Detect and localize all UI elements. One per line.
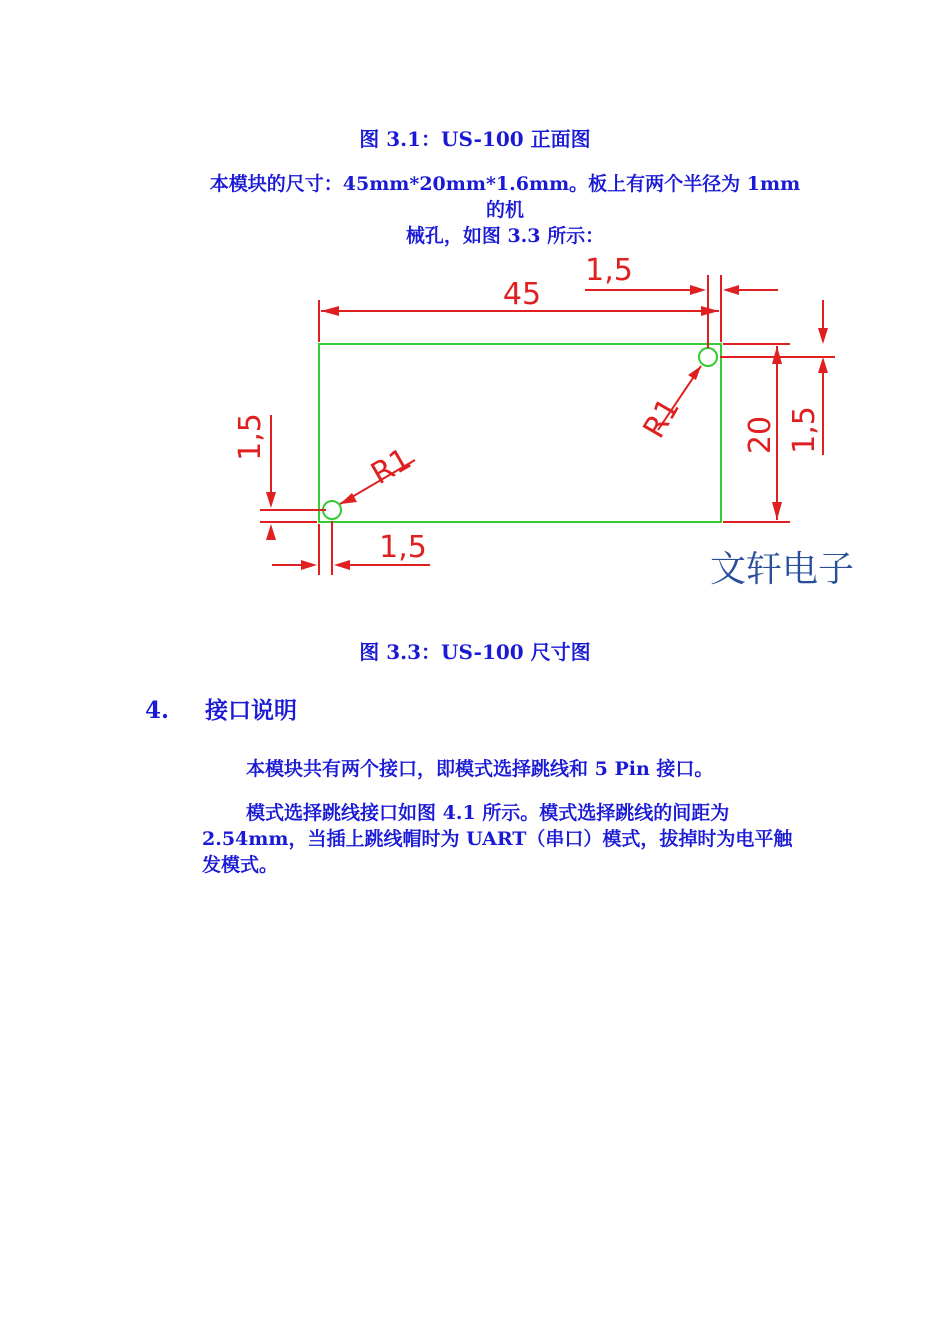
size-paragraph: [202, 171, 808, 249]
dimension-drawing: [200, 245, 880, 605]
section-number: 4.: [145, 697, 170, 724]
label-radius-top: R1: [636, 392, 687, 445]
dimension-labels: [233, 253, 822, 565]
size-paragraph-line1: 本模块的尺寸：45mm*20mm*1.6mm。板上有两个半径为 1mm 的机: [209, 173, 801, 221]
figure-caption-dims: 图 3.3：US-100 尺寸图: [359, 640, 591, 664]
label-width: 45: [502, 277, 542, 312]
label-hole-offset-right: 1,5: [787, 406, 822, 454]
interface-paragraph-2: 模式选择跳线接口如图 4.1 所示。模式选择跳线的间距为 2.54mm，当插上跳线帽时为 UART（串口）模式，拔掉时为电平触发模式。: [202, 802, 793, 876]
interface-paragraph-1: 本模块共有两个接口，即模式选择跳线和 5 Pin 接口。: [246, 758, 714, 780]
section-heading: [145, 692, 297, 725]
figure-caption-front: 图 3.1：US-100 正面图: [359, 127, 591, 151]
label-hole-offset-bottom: 1,5: [379, 530, 427, 565]
section-title: 接口说明: [205, 697, 297, 724]
brand-label: 文轩电子: [710, 549, 855, 590]
label-hole-offset-left: 1,5: [233, 413, 268, 461]
label-height: 20: [743, 415, 778, 455]
label-radius-bottom: R1: [365, 441, 418, 492]
label-hole-offset-top: 1,5: [585, 253, 633, 288]
size-paragraph-line2: 械孔，如图 3.3 所示：: [405, 225, 605, 247]
mounting-hole-top-right: [699, 348, 717, 366]
